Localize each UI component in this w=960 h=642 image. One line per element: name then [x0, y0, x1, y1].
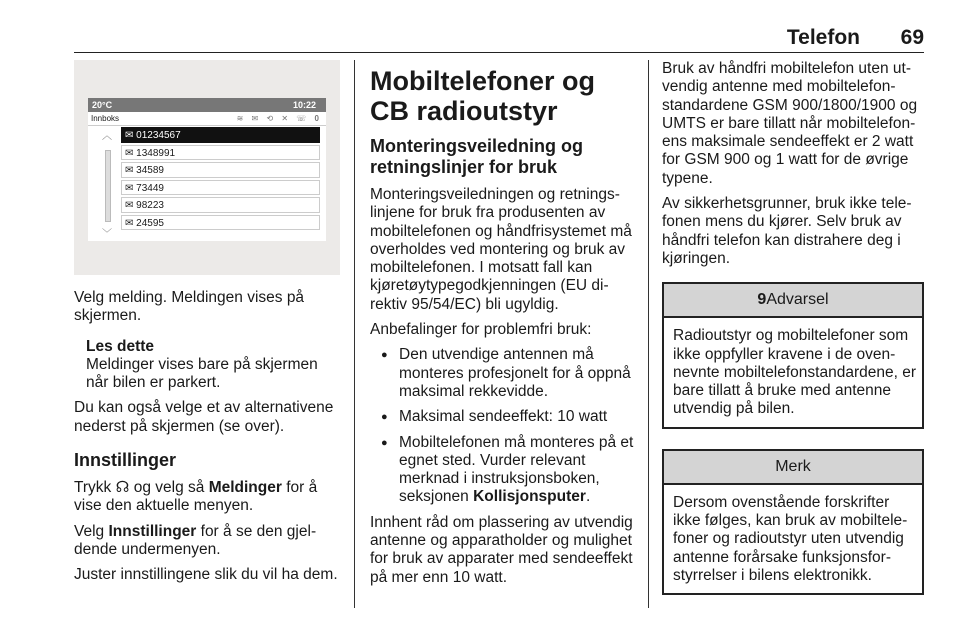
message-item[interactable]: ✉ 34589	[121, 162, 320, 178]
paragraph: Du kan også velge et av alternativene nederst på skjermen (se over).	[74, 399, 334, 435]
menu-term: Innstillinger	[108, 522, 197, 540]
message-item[interactable]: ✉ 73449	[121, 180, 320, 196]
text: for å vise den aktuelle menyen.	[74, 479, 318, 515]
status-bar	[88, 98, 326, 112]
note-text: Dersom ovenstående forskrifter ikke følges, kan bruk av mobiltelefoner og radioutstyr uten utvendig antenne forårsake funksjonsforstyrrelser i bilens elektronikk.	[673, 493, 908, 584]
paragraph: Monteringsveiledningen og retningslinjene for bruk fra produsenten av mobiltelefonen og håndfrisystemet må overholdes ved montering og bruk av mobiltelefonen. I motsatt fall kan kjøretøytypegodkjenningen (EU direktiv 95/54/EC) bli ugyldig.	[370, 186, 632, 313]
note-title: Les dette	[86, 337, 155, 355]
paragraph: Anbefalinger for problemfri bruk:	[370, 321, 592, 339]
text: Velg	[74, 522, 109, 540]
column-2	[370, 66, 634, 594]
message-number: 73449	[136, 182, 164, 194]
text: .	[585, 488, 591, 506]
chevron-up-icon[interactable]: ︿	[102, 131, 112, 142]
config-icon: ☊	[115, 479, 130, 497]
column-divider	[648, 60, 649, 608]
sub-heading: Monteringsveiledning og retningslinjer for bruk	[370, 136, 584, 177]
text: Mobiltelefonen må monteres på et egnet sted. Vurder relevant merknad i instruksjonsboken, seksjonen	[399, 433, 634, 506]
temperature: 20°C	[92, 100, 113, 110]
folder-bar	[88, 112, 326, 126]
text: for å se den gjeldende undermenyen.	[74, 522, 317, 558]
reference-term: Kollisjonsputer	[473, 488, 586, 506]
warning-header	[664, 284, 922, 318]
warning-text: Radioutstyr og mobiltelefoner som ikke oppfyller kravene i de ovennevnte mobiltelefonstandardene, er bare tillatt å bruke med antenne utvendig på bilen.	[673, 327, 916, 418]
note	[86, 338, 342, 393]
note-header: Merk	[664, 451, 922, 485]
paragraph	[74, 523, 342, 560]
bullet-item: ● Den utvendige antennen må monteres profesjonelt for å oppnå maksimal rekkevidde.	[370, 346, 634, 401]
note-text: Meldinger vises bare på skjermen når bilen er parkert.	[86, 355, 318, 392]
section-title: Telefon	[786, 26, 860, 49]
warning-box	[662, 282, 924, 428]
message-list	[121, 127, 320, 232]
message-number: 24595	[136, 217, 164, 229]
status-icons	[234, 112, 322, 125]
clock: 10:22	[292, 100, 316, 110]
paragraph: Av sikkerhetsgrunner, bruk ikke telefonen mens du kjører. Selv bruk av håndfri telefon kan distrahere deg i kjøringen.	[662, 195, 912, 267]
connectivity-icons: ≋ ✉ ⟲ ✕ ☏	[236, 114, 310, 123]
menu-term: Meldinger	[208, 479, 282, 497]
column-3	[662, 60, 924, 615]
message-item[interactable]: ✉ 24595	[121, 215, 320, 231]
chevron-down-icon[interactable]: ﹀	[102, 229, 112, 240]
message-item[interactable]: ✉ 1348991	[121, 145, 320, 161]
message-number: 98223	[136, 200, 164, 211]
paragraph	[74, 479, 342, 516]
paragraph: Bruk av håndfri mobiltelefon uten utvendig antenne med mobiltelefonstandardene GSM 900/1800/1900 og UMTS er bare tillatt når mobiltelefonens maksimale sendeeffekt er 2 watt for GSM 900 og 1 watt for de øvrige typene.	[662, 60, 918, 187]
inbox-screen	[88, 98, 326, 241]
message-number: 34589	[136, 165, 164, 176]
unread-badge: 0	[314, 114, 322, 123]
folder-name: Innboks	[91, 114, 120, 123]
section-heading: Innstillinger	[74, 450, 177, 471]
column-1	[74, 60, 342, 592]
message-number: 01234567	[136, 130, 181, 141]
main-heading: Mobiltelefoner og CB radioutstyr	[370, 66, 595, 126]
bullet-list	[370, 346, 634, 506]
bullet-item: ● Maksimal sendeeffekt: 10 watt	[370, 408, 634, 426]
message-item[interactable]: ✉ 98223	[121, 197, 320, 213]
paragraph: Juster innstillingene slik du vil ha dem.	[74, 566, 338, 584]
paragraph: Velg melding. Meldingen vises på skjermen.	[74, 289, 305, 325]
warning-title: Advarsel	[766, 291, 829, 309]
message-item[interactable]: ✉ 01234567	[121, 127, 320, 143]
page-number: 69	[900, 26, 924, 49]
message-number: 1348991	[136, 147, 176, 159]
bullet-item	[370, 434, 634, 507]
paragraph: Innhent råd om plassering av utvendig antenne og apparatholder og mulighet for bruk av apparater med sendeeffekt på mer enn 10 watt.	[370, 513, 633, 586]
scrollbar[interactable]	[105, 150, 111, 222]
text: Trykk	[74, 479, 116, 497]
note-box	[662, 449, 924, 595]
warning-icon: 9	[757, 291, 767, 309]
display-screenshot	[74, 60, 340, 275]
text: og velg så	[129, 479, 209, 497]
page-header	[74, 0, 924, 53]
column-divider	[354, 60, 355, 608]
